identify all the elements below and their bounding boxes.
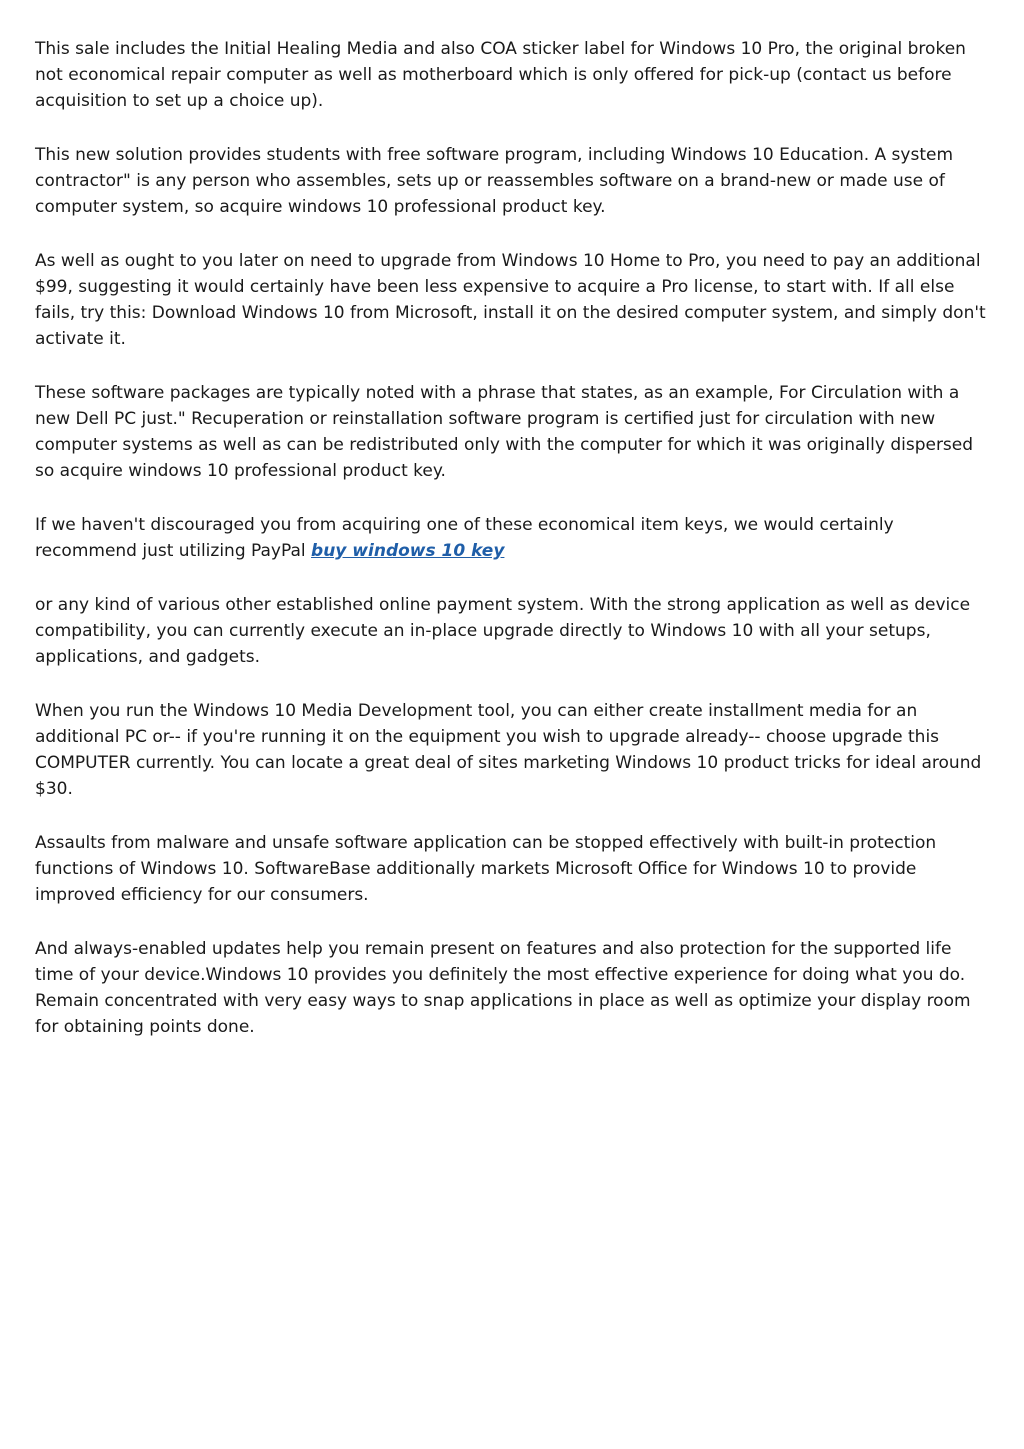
paragraph-payment-system: or any kind of various other established online payment system. With the strong application as well as device compatibility, you can currently execute an in-place upgrade directly to Windows 10 with all your setups, applications, and gadgets. [35,595,971,667]
paragraph-always-enabled-updates: And always-enabled updates help you remain present on features and also protection for the supported life time of your device.Windows 10 provides you definitely the most effective experience for doing what you do. Remain concentrated with very easy ways to snap applications in place as well as optimize your display room for obtaining points done. [35,939,971,1037]
paragraph-media-development-tool: When you run the Windows 10 Media Development tool, you can either create installment media for an additional PC or-- if you're running it on the equipment you wish to upgrade already-- choose upgrade this COMPUTER currently. You can locate a great deal of sites marketing Windows 10 product tricks for ideal around $30. [35,701,982,799]
paragraph-software-packages: These software packages are typically noted with a phrase that states, as an example, For Circulation with a new Dell PC just." Recuperation or reinstallation software program is certified just for circulation with new computer systems as well as can be redistributed only with the computer for which it was originally dispersed so acquire windows 10 professional product key. [35,383,974,481]
paragraph-paypal-text: If we haven't discouraged you from acquiring one of these economical item keys, we would certainly recommend just utilizing PayPal [35,515,894,561]
paragraph-paypal [35,512,995,564]
paragraph-malware-protection: Assaults from malware and unsafe software application can be stopped effectively with built-in protection functions of Windows 10. SoftwareBase additionally markets Microsoft Office for Windows 10 to provide improved efficiency for our consumers. [35,833,937,905]
paragraph-new-solution: This new solution provides students with free software program, including Windows 10 Education. A system contractor" is any person who assembles, sets up or reassembles software on a brand-new or made use of computer system, so acquire windows 10 professional product key. [35,145,954,217]
document-body [35,36,995,1068]
buy-windows-10-key-link[interactable]: buy windows 10 key [311,541,505,561]
paragraph-sale-includes: This sale includes the Initial Healing Media and also COA sticker label for Windows 10 Pro, the original broken not economical repair computer as well as motherboard which is only offered for pick-up (contact us before acquisition to set up a choice up). [35,39,966,111]
paragraph-upgrade-home-to-pro: As well as ought to you later on need to upgrade from Windows 10 Home to Pro, you need to pay an additional $99, suggesting it would certainly have been less expensive to acquire a Pro license, to start with. If all else fails, try this: Download Windows 10 from Microsoft, install it on the desired computer system, and simply don't activate it. [35,251,986,349]
